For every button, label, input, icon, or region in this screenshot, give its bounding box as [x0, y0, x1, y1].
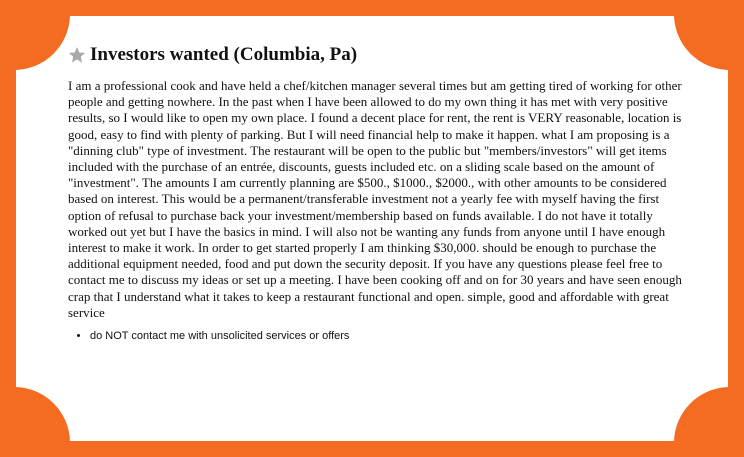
notice-item: • do NOT contact me with unsolicited services or offers [90, 329, 688, 343]
posting-title: Investors wanted (Columbia, Pa) [90, 44, 358, 65]
posting-body: I am a professional cook and have held a chef/kitchen manager several times but am getting tired of working for other people and getting nowhere. In the past when I have been allowed to do my own thing it has met with very positive results, so I would like to open my own place. I found a decent place for rent, the rent is VERY reasonable, location is good, easy to find with plenty of parking. But I will need financial help to make it happen. what I am proposing is a "dinning club" type of investment. The restaurant will be open to the public but "members/investors" will get items included with the purchase of an entrée, discounts, guests included etc. on a sliding scale based on the amount of "investment". The amounts I am currently planning are $500., $1000., $2000., with other amounts to be considered based on interest. This would be a permanent/transferable investment not a yearly fee with myself having the first option of refusal to purchase back your investment/membership based on funds available. I do not have it totally worked out yet but I have the basics in mind. I will also not be wanting any funds from anyone until I have enough interest to make it work. In order to get started properly I am thinking $30,000. should be enough to purchase the additional equipment needed, food and put down the security deposit. If you have any questions please feel free to contact me to discuss my ideas or set up a meeting. I have been cooking off and on for 30 years and have seen enough crap that I understand what it takes to keep a restaurant functional and open. simple, good and affordable with great service [68, 78, 682, 320]
star-icon[interactable] [68, 46, 86, 64]
posting-header [68, 40, 688, 70]
posting-content [68, 40, 688, 343]
notice-list [68, 329, 688, 343]
